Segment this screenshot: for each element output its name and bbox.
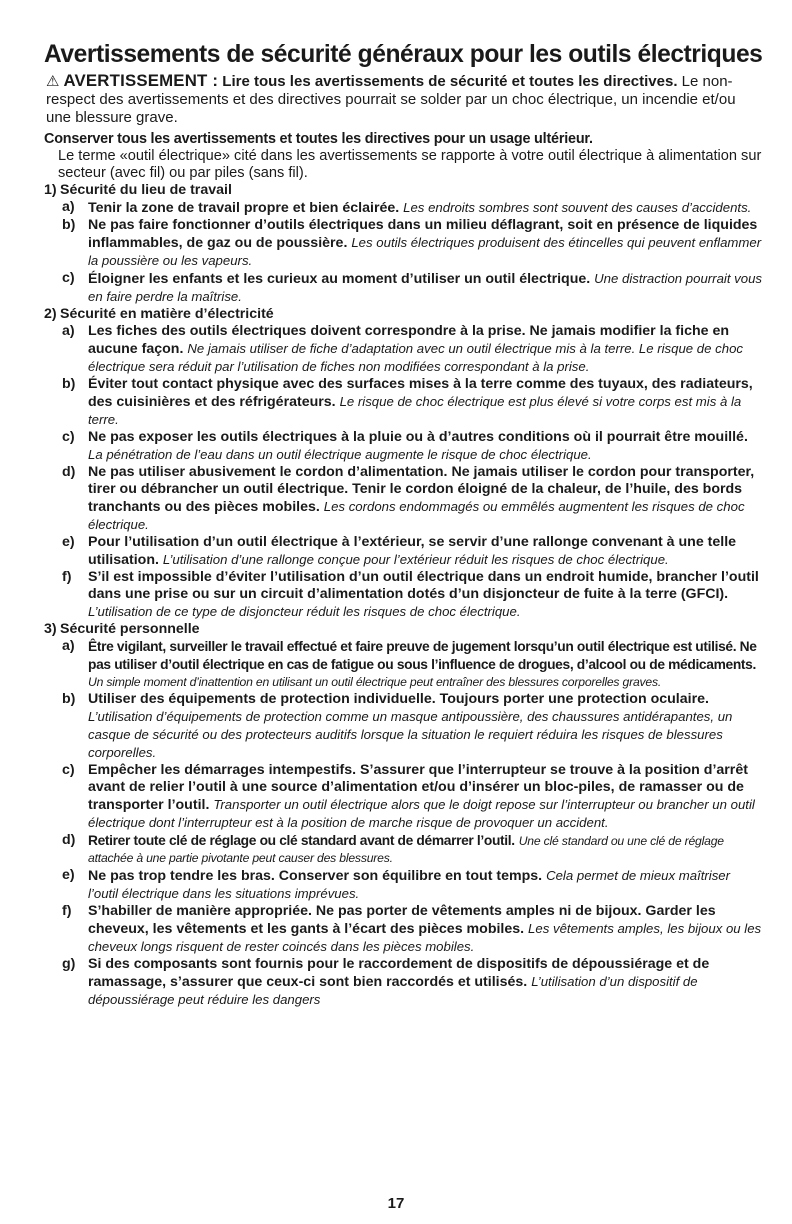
list-item xyxy=(44,903,762,956)
list-item xyxy=(44,956,762,1009)
section-title-text: Sécurité du lieu de travail xyxy=(60,182,232,198)
section-number: 3) xyxy=(44,621,57,637)
warning-triangle-icon: ⚠ xyxy=(46,73,60,90)
list-item xyxy=(44,199,762,217)
item-bold-text: Éloigner les enfants et les curieux au moment d’utiliser un outil électrique. xyxy=(88,271,591,287)
item-bold-text: Si des composants sont fournis pour le raccordement de dispositifs de dépoussiérage et de ramassage, s’assurer que ceux-ci sont bien raccordés et utilisés. xyxy=(88,956,710,990)
list-item xyxy=(44,217,762,270)
list-item xyxy=(44,638,762,691)
item-bold-text: S’il est impossible d’éviter l’utilisation d’un outil électrique dans un endroit humide, brancher l’outil dans une prise ou sur un circuit d’alimentation dotés d’un disjoncteur de fuite à la terre (GFCI). xyxy=(88,569,759,602)
list-item xyxy=(44,534,762,569)
section-title-text: Sécurité personnelle xyxy=(60,621,200,637)
item-italic-text: L’utilisation de ce type de disjoncteur réduit les risques de choc électrique. xyxy=(88,604,521,619)
sections-list xyxy=(44,182,762,1009)
section-1 xyxy=(44,182,762,306)
item-bold-text: Éviter tout contact physique avec des surfaces mises à la terre comme des tuyaux, des radiateurs, des cuisinières et des réfrigérateurs. xyxy=(88,376,753,410)
conserve-normal-text: Le terme «outil électrique» cité dans les avertissements se rapporte à votre outil électrique à alimentation sur secteur (avec fil) ou par piles (sans fil). xyxy=(58,148,762,181)
section-number: 1) xyxy=(44,182,57,198)
item-label: d) xyxy=(62,832,76,848)
item-text xyxy=(88,464,762,534)
item-label: b) xyxy=(62,376,76,392)
page-number: 17 xyxy=(387,1195,405,1212)
item-italic-text: L’utilisation d’équipements de protection comme un masque antipoussière, des chaussures antidérapantes, un casque de sécurité ou des protecteurs auditifs lorsque la situation le requiert réduira les risques de blessures corporelles. xyxy=(88,709,733,760)
item-label: f) xyxy=(62,903,72,919)
item-label: b) xyxy=(62,217,76,233)
item-bold-text: Être vigilant, surveiller le travail effectué et faire preuve de jugement lorsqu’un outil électrique est utilisé. Ne pas utiliser d’outil électrique en cas de fatigue ou sous l’influence de drogues, d’alcool ou de médicaments. xyxy=(88,639,757,672)
item-bold-text: Les fiches des outils électriques doivent correspondre à la prise. Ne jamais modifier la fiche en aucune façon. xyxy=(88,323,730,357)
item-text xyxy=(88,691,762,762)
item-italic-text: L’utilisation d’une rallonge conçue pour l’extérieur réduit les risques de choc électrique. xyxy=(162,552,669,567)
item-label: a) xyxy=(62,638,75,654)
item-italic-text: Ne jamais utiliser de fiche d’adaptation avec un outil électrique mis à la terre. Le risque de choc électrique sera réduit par l’utilisation de fiches non modifiées correspondant à la prise. xyxy=(88,341,743,374)
item-italic-text: Les endroits sombres sont souvent des causes d’accidents. xyxy=(403,200,752,215)
item-text xyxy=(88,323,762,376)
item-text xyxy=(88,762,762,832)
item-italic-text: La pénétration de l’eau dans un outil électrique augmente le risque de choc électrique. xyxy=(88,447,592,462)
item-label: a) xyxy=(62,323,75,339)
item-bold-text: Ne pas trop tendre les bras. Conserver son équilibre en tout temps. xyxy=(88,868,543,884)
item-text xyxy=(88,270,762,306)
item-italic-text: Un simple moment d’inattention en utilisant un outil électrique peut entraîner des blessures corporelles graves. xyxy=(88,675,662,689)
warning-label: AVERTISSEMENT : xyxy=(63,71,219,90)
item-text xyxy=(88,534,762,569)
item-text xyxy=(88,199,762,217)
page-content xyxy=(44,40,762,1009)
item-text xyxy=(88,867,762,903)
conserve-paragraph xyxy=(44,131,762,182)
list-item xyxy=(44,376,762,429)
section-title xyxy=(44,182,762,199)
item-label: a) xyxy=(62,199,75,215)
item-text xyxy=(88,217,762,270)
item-italic-text: Transporter un outil électrique alors que le doigt repose sur l’interrupteur ou brancher un outil électrique dont l’interrupteur est à la position de marche risque de provoquer un accident. xyxy=(88,797,755,830)
item-bold-text: Empêcher les démarrages intempestifs. S’assurer que l’interrupteur se trouve à la position d’arrêt avant de relier l’outil à une source d’alimentation et/ou d’insérer un bloc-piles, de ramasser ou de transporter l’outil. xyxy=(88,762,748,813)
item-italic-text: Cela permet de mieux maîtriser l’outil électrique dans les situations imprévues. xyxy=(88,868,731,901)
list-item xyxy=(44,569,762,621)
item-italic-text: Une distraction pourrait vous en faire perdre la maîtrise. xyxy=(88,271,763,304)
section-title xyxy=(44,306,762,323)
list-item xyxy=(44,429,762,464)
list-item xyxy=(44,323,762,376)
item-italic-text: L’utilisation d’un dispositif de dépoussiérage peut réduire les dangers xyxy=(88,974,698,1007)
list-item xyxy=(44,691,762,762)
item-italic-text: Le risque de choc électrique est plus élevé si votre corps est mis à la terre. xyxy=(88,394,742,427)
item-text xyxy=(88,956,762,1009)
list-item xyxy=(44,270,762,306)
warning-paragraph xyxy=(44,72,762,127)
section-3 xyxy=(44,621,762,1009)
item-label: b) xyxy=(62,691,76,707)
item-label: e) xyxy=(62,867,75,883)
item-italic-text: Une clé standard ou une clé de réglage attachée à une partie pivotante peut causer des blessures. xyxy=(88,834,724,865)
section-2 xyxy=(44,306,762,621)
item-label: g) xyxy=(62,956,76,972)
item-label: c) xyxy=(62,429,75,445)
list-item xyxy=(44,832,762,867)
item-label: e) xyxy=(62,534,75,550)
section-title-text: Sécurité en matière d’électricité xyxy=(60,306,274,322)
item-bold-text: Pour l’utilisation d’un outil électrique à l’extérieur, se servir d’une rallonge convenant à une telle utilisation. xyxy=(88,534,737,568)
item-bold-text: S’habiller de manière appropriée. Ne pas porter de vêtements amples ni de bijoux. Garder les cheveux, les vêtements et les gants à l’écart des pièces mobiles. xyxy=(88,903,716,937)
page-title: Avertissements de sécurité généraux pour les outils électriques xyxy=(44,41,763,68)
item-label: d) xyxy=(62,464,76,480)
item-italic-text: Les outils électriques produisent des étincelles qui peuvent enflammer la poussière ou les vapeurs. xyxy=(88,235,762,268)
item-bold-text: Ne pas exposer les outils électriques à la pluie ou à d’autres conditions où il pourrait être mouillé. xyxy=(88,429,748,445)
item-bold-text: Tenir la zone de travail propre et bien éclairée. xyxy=(88,200,400,216)
item-text xyxy=(88,832,762,867)
item-text xyxy=(88,429,762,464)
warning-bold-text: Lire tous les avertissements de sécurité et toutes les directives. xyxy=(222,73,678,90)
item-bold-text: Retirer toute clé de réglage ou clé standard avant de démarrer l’outil. xyxy=(88,833,515,848)
list-item xyxy=(44,762,762,832)
item-text xyxy=(88,903,762,956)
warning-normal-text: Le non-respect des avertissements et des directives pourrait se solder par un choc électrique, un incendie et/ou une blessure grave. xyxy=(46,73,736,126)
item-text xyxy=(88,376,762,429)
list-item xyxy=(44,464,762,534)
conserve-bold-text: Conserver tous les avertissements et toutes les directives pour un usage ultérieur. xyxy=(44,131,593,147)
item-text xyxy=(88,638,762,691)
item-label: c) xyxy=(62,270,75,286)
item-text xyxy=(88,569,762,621)
section-title xyxy=(44,621,762,638)
item-bold-text: Utiliser des équipements de protection individuelle. Toujours porter une protection oculaire. xyxy=(88,691,709,707)
item-italic-text: Les vêtements amples, les bijoux ou les cheveux longs risquent de rester coincés dans les pièces mobiles. xyxy=(88,921,762,954)
item-bold-text: Ne pas faire fonctionner d’outils électriques dans un milieu déflagrant, soit en présence de liquides inflammables, de gaz ou de poussière. xyxy=(88,217,758,251)
section-number: 2) xyxy=(44,306,57,322)
item-bold-text: Ne pas utiliser abusivement le cordon d’alimentation. Ne jamais utiliser le cordon pour transporter, tirer ou débrancher un outil électrique. Tenir le cordon éloigné de la chaleur, de l’huile, des bords tranchants ou des pièces mobiles. xyxy=(88,464,755,515)
item-italic-text: Les cordons endommagés ou emmêlés augmentent les risques de choc électrique. xyxy=(88,499,745,532)
item-label: c) xyxy=(62,762,75,778)
item-label: f) xyxy=(62,569,72,585)
list-item xyxy=(44,867,762,903)
